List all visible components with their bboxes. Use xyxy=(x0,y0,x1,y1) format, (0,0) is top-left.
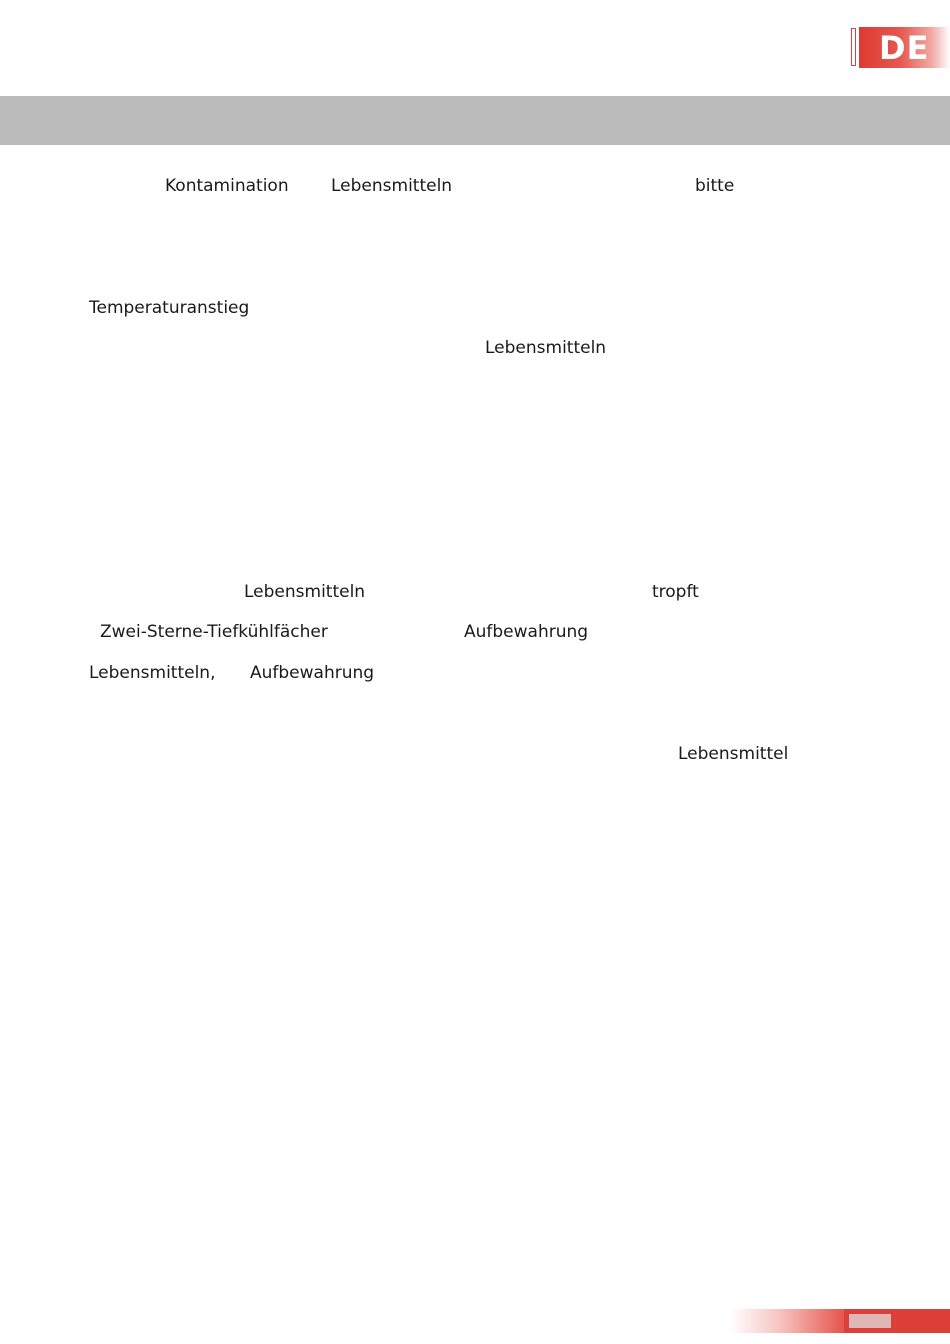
body-word: bitte xyxy=(695,176,735,196)
body-word: Lebensmitteln xyxy=(485,338,607,358)
page-number-box xyxy=(844,1309,896,1333)
body-word: Lebensmitteln xyxy=(331,176,453,196)
page-number-inner xyxy=(849,1314,891,1328)
body-word: tropft xyxy=(652,582,699,602)
body-word: Lebensmittel xyxy=(678,744,789,764)
body-word: Temperaturanstieg xyxy=(89,298,250,318)
language-tab-marker xyxy=(851,28,856,66)
language-code: DE xyxy=(879,29,930,67)
footer-page-strip xyxy=(730,1309,950,1333)
body-word: Lebensmitteln xyxy=(244,582,366,602)
language-tab xyxy=(851,27,950,68)
section-header-band xyxy=(0,96,950,145)
body-word: Zwei-Sterne-Tiefkühlfächer xyxy=(100,622,328,642)
body-word: Lebensmitteln, xyxy=(89,663,216,683)
language-tab-box xyxy=(859,27,950,68)
footer-gradient xyxy=(730,1309,844,1333)
footer-tail xyxy=(896,1309,950,1333)
body-word: Aufbewahrung xyxy=(250,663,375,683)
body-word: Kontamination xyxy=(165,176,289,196)
body-word: Aufbewahrung xyxy=(464,622,589,642)
